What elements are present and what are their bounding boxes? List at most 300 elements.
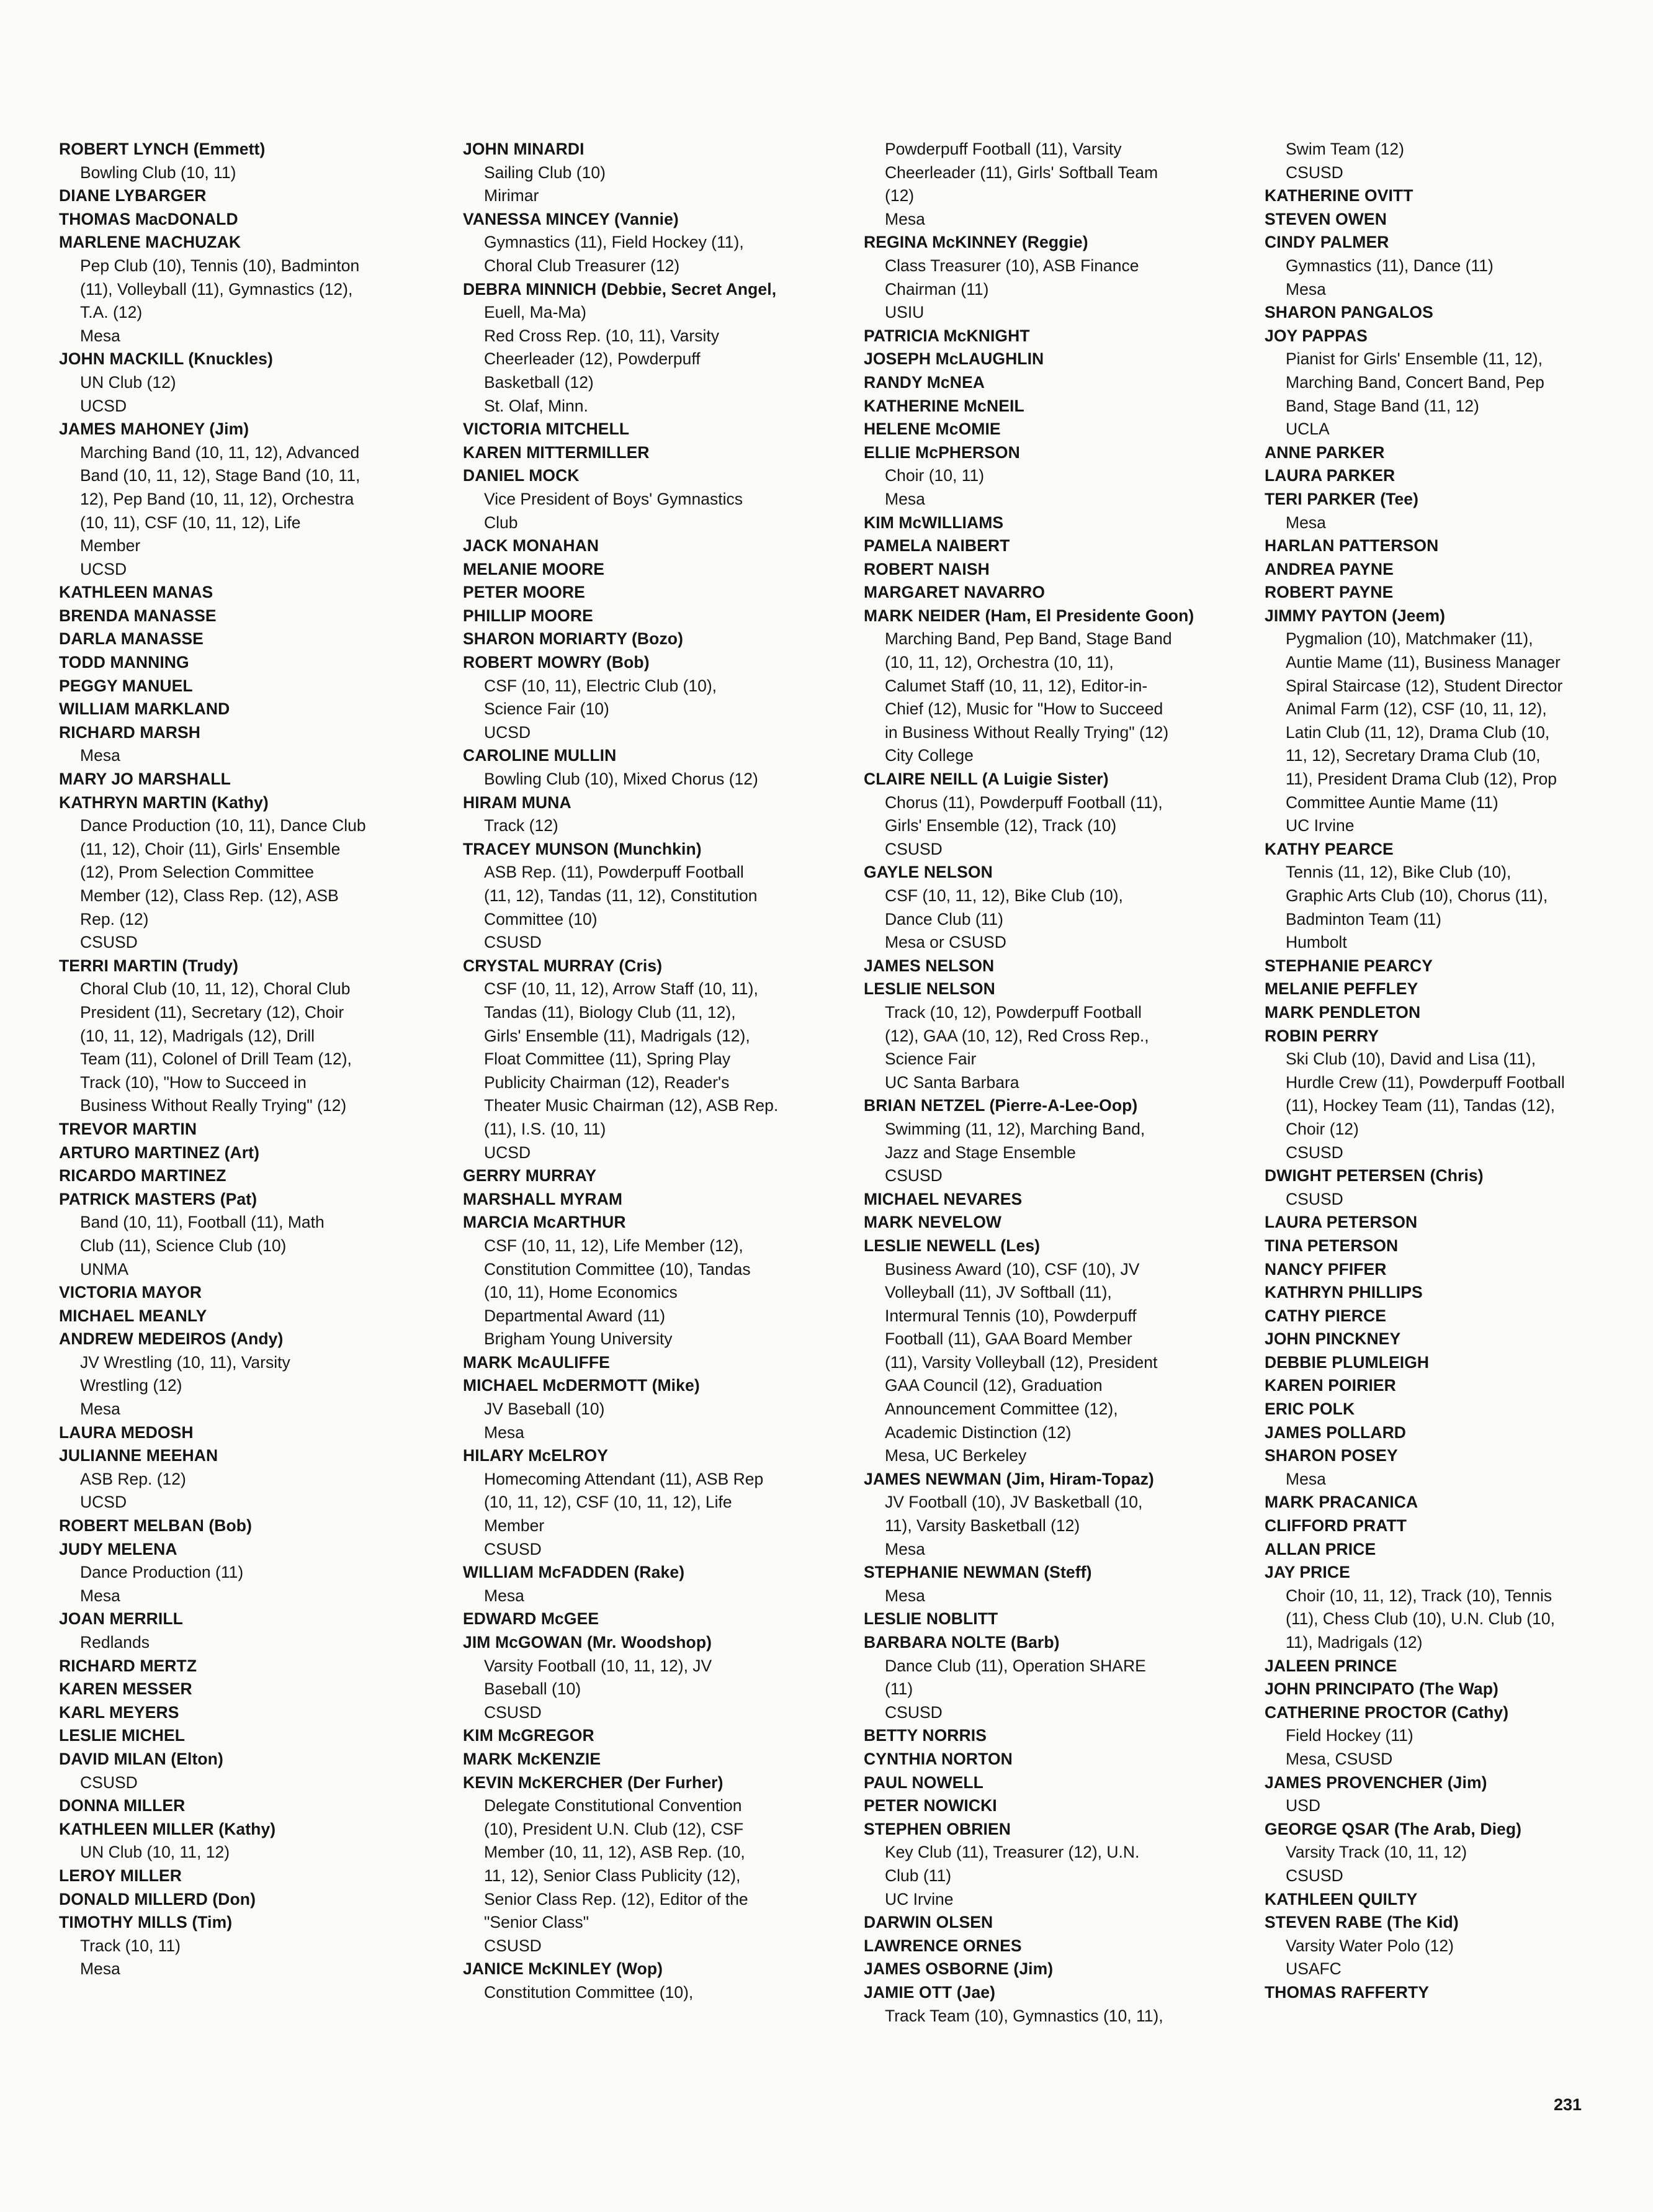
student-activity-line: Field Hockey (11) [1286,1726,1413,1745]
student-activity-line: Choir (10, 11) [885,466,985,485]
student-entry [59,1141,456,1165]
student-activity-line: JV Football (10), JV Basketball (10, [885,1493,1143,1512]
student-entry [1265,1001,1653,1025]
student-name: DANIEL MOCK [463,466,580,485]
student-activity-line: Chorus (11), Powderpuff Football (11), [885,793,1163,812]
student-entry [1265,231,1653,301]
student-name: JAMES OSBORNE (Jim) [864,1959,1054,1979]
student-name: ROBERT LYNCH (Emmett) [59,140,266,158]
student-activity-line: 11), Madrigals (12) [1286,1633,1423,1652]
student-name: BETTY NORRIS [864,1726,987,1745]
student-name: MICHAEL MEANLY [59,1306,207,1325]
student-entry [1265,1818,1653,1888]
student-entry [1265,1234,1653,1258]
student-entry [1265,1514,1653,1538]
student-activity-line: Choir (10, 11, 12), Track (10), Tennis [1286,1586,1552,1605]
student-name: KARL MEYERS [59,1702,179,1722]
student-activity-line: UN Club (10, 11, 12) [80,1843,230,1862]
student-name: MARGARET NAVARRO [864,583,1046,602]
student-activity-line: CSUSD [1286,1189,1343,1208]
student-entry [59,675,456,698]
student-activity-line: Publicity Chairman (12), Reader's [484,1072,730,1092]
student-activity-line: (11, 12), Tandas (11, 12), Constitution [484,886,758,905]
student-entry [463,1188,860,1212]
student-entry [463,955,860,1164]
student-name: JAMIE OTT (Jae) [864,1982,996,2002]
student-name: MICHAEL McDERMOTT (Mike) [463,1376,700,1395]
student-name: JANICE McKINLEY (Wop) [463,1959,663,1979]
student-entry [1265,534,1653,558]
student-name: RICARDO MARTINEZ [59,1166,226,1185]
student-entry [59,1164,456,1188]
directory-column-2 [463,138,860,2005]
student-entry [1265,208,1653,232]
student-entry [864,1561,1261,1607]
student-entry [463,138,860,208]
student-activity-line: CSUSD [484,1702,542,1722]
student-name: JAMES MAHONEY (Jim) [59,420,249,439]
student-activity-line: (12), GAA (10, 12), Red Cross Rep., [885,1026,1149,1045]
student-entry [864,1468,1261,1561]
student-activity-line: Member [80,536,141,555]
student-entry [59,1655,456,1678]
student-entry [864,511,1261,535]
student-activity-line: Track (10, 12), Powderpuff Football [885,1002,1142,1022]
student-activity-line: Team (11), Colonel of Drill Team (12), [80,1050,352,1069]
student-name: VANESSA MINCEY (Vannie) [463,209,679,228]
student-activity-line: Theater Music Chairman (12), ASB Rep. [484,1096,779,1115]
student-name: GEORGE QSAR (The Arab, Dieg) [1265,1819,1522,1838]
student-activity-line: City College [885,746,974,765]
student-activity-line: Cheerleader (12), Powderpuff [484,349,701,369]
student-entry [1265,325,1653,441]
student-name: HIRAM MUNA [463,793,571,812]
student-activity-line: Humbolt [1286,933,1347,952]
student-name: PAMELA NAIBERT [864,536,1010,555]
student-name: ROBERT PAYNE [1265,583,1394,602]
student-entry [463,1748,860,1771]
student-activity-line: (11), I.S. (10, 11) [484,1119,606,1138]
student-entry [463,605,860,628]
student-activity-line: Mesa [80,746,120,765]
student-name: ARTURO MARTINEZ (Art) [59,1143,259,1162]
student-activity-line: Delegate Constitutional Convention [484,1796,742,1815]
student-name: MELANIE MOORE [463,559,605,578]
student-entry [864,1935,1261,1958]
student-activity-line: President (11), Secretary (12), Choir [80,1002,344,1022]
student-activity-line: Brigham Young University [484,1329,673,1349]
student-name: LEROY MILLER [59,1866,182,1885]
student-entry [864,605,1261,768]
student-entry [1265,1305,1653,1328]
student-activity-line: ASB Rep. (12) [80,1469,186,1488]
student-activity-line: (11), Hockey Team (11), Tandas (12), [1286,1096,1556,1115]
student-activity-line: CSUSD [484,1539,542,1558]
student-activity-line: CSUSD [80,933,138,952]
student-activity-line: Mesa [484,1586,524,1605]
student-activity-line: 11), Varsity Basketball (12) [885,1516,1080,1535]
student-name: JAMES NELSON [864,956,995,975]
student-name: DIANE LYBARGER [59,186,207,205]
student-activity-line: (12), Prom Selection Committee [80,863,315,882]
student-activity-line: Mesa, UC Berkeley [885,1446,1027,1465]
student-name: KATHLEEN MANAS [59,583,213,602]
student-entry [463,791,860,838]
student-entry [864,1981,1261,2028]
student-activity-line: (12) [885,186,915,205]
student-activity-line: Rep. (12) [80,909,149,928]
student-entry [59,651,456,675]
student-activity-line: CSUSD [1286,1866,1343,1885]
student-name: PHILLIP MOORE [463,606,593,625]
student-activity-line: 11, 12), Senior Class Publicity (12), [484,1866,741,1885]
student-activity-line: JV Baseball (10) [484,1400,605,1419]
student-name: NANCY PFIFER [1265,1259,1387,1279]
student-name: JULIANNE MEEHAN [59,1446,218,1465]
student-name: RANDY McNEA [864,372,985,392]
student-entry [1265,1561,1653,1654]
student-entry [864,558,1261,582]
student-entry [864,371,1261,395]
student-name: KATHLEEN MILLER (Kathy) [59,1819,276,1838]
student-entry [1265,1281,1653,1305]
student-name: JAMES NEWMAN (Jim, Hiram-Topaz) [864,1469,1154,1488]
student-name: PETER NOWICKI [864,1796,997,1815]
student-name: JOAN MERRILL [59,1609,183,1629]
student-activity-line: Club [484,513,518,532]
student-activity-line: Member (12), Class Rep. (12), ASB [80,886,339,905]
student-activity-line: Mesa [885,489,925,508]
student-entry [59,1911,456,1981]
student-entry [463,558,860,582]
student-entry [864,1188,1261,1212]
student-entry [463,1771,860,1958]
student-activity-line: Track (12) [484,816,558,835]
student-name: MARK PENDLETON [1265,1002,1421,1022]
student-activity-line: UC Santa Barbara [885,1072,1019,1092]
student-entry [1265,1374,1653,1398]
student-entry [1265,1538,1653,1562]
student-activity-line: Wrestling (12) [80,1376,182,1395]
student-activity-line: (10, 11), CSF (10, 11, 12), Life [80,513,301,532]
student-entry [864,1748,1261,1771]
student-entry [463,1374,860,1444]
student-name: MICHAEL NEVARES [864,1189,1023,1208]
student-activity-line: Ski Club (10), David and Lisa (11), [1286,1050,1536,1069]
student-activity-line: Bowling Club (10), Mixed Chorus (12) [484,770,758,789]
student-activity-line: Girls' Ensemble (12), Track (10) [885,816,1117,835]
student-entry [1265,1771,1653,1818]
student-name: TIMOTHY MILLS (Tim) [59,1913,233,1932]
student-entry [1265,138,1653,184]
student-entry [864,325,1261,348]
student-entry [864,534,1261,558]
student-entry [864,418,1261,441]
student-activity-line: UCSD [484,1143,531,1162]
student-name: CLAIRE NEILL (A Luigie Sister) [864,770,1109,789]
student-activity-line: Choir (12) [1286,1119,1359,1138]
student-entry [463,1211,860,1351]
student-entry [1265,581,1653,605]
student-name: TINA PETERSON [1265,1236,1399,1255]
student-entry [864,1958,1261,1981]
student-entry [1265,1911,1653,1981]
student-activity-line: Member (10, 11, 12), ASB Rep. (10, [484,1843,745,1862]
student-entry [1265,301,1653,325]
student-name: KATHLEEN QUILTY [1265,1889,1418,1909]
student-entry [1265,1678,1653,1701]
student-activity-line: Spiral Staircase (12), Student Director [1286,676,1563,695]
student-entry [864,1724,1261,1748]
student-entry [864,348,1261,371]
student-entry [59,627,456,651]
student-entry [463,441,860,465]
student-activity-line: Animal Farm (12), CSF (10, 11, 12), [1286,699,1547,719]
student-activity-line: Tandas (11), Biology Club (11, 12), [484,1002,736,1022]
student-activity-line: UCSD [484,722,531,742]
student-activity-line: Chairman (11) [885,279,989,299]
student-entry [864,1771,1261,1795]
student-name: MARK NEVELOW [864,1213,1002,1232]
student-activity-line: Cheerleader (11), Girls' Softball Team [885,163,1158,182]
student-activity-line: Homecoming Attendant (11), ASB Rep [484,1469,764,1488]
student-name: JIM McGOWAN (Mr. Woodshop) [463,1633,712,1652]
student-activity-line: (10, 11, 12), Orchestra (10, 11), [885,653,1114,672]
student-name: MARK McAULIFFE [463,1352,610,1372]
student-name: MARK McKENZIE [463,1749,601,1768]
student-entry [463,838,860,955]
student-name: MARY JO MARSHALL [59,770,231,789]
student-entry [463,651,860,744]
student-entry [1265,441,1653,465]
student-activity-line: Dance Production (10, 11), Dance Club [80,816,366,835]
student-activity-line: Track (10), "How to Succeed in [80,1072,307,1092]
student-activity-line: UC Irvine [885,1889,954,1909]
student-activity-line: UCSD [80,1493,127,1512]
student-activity-line: in Business Without Really Trying" (12) [885,722,1169,742]
student-activity-line: Constitution Committee (10), [484,1982,694,2002]
student-entry [463,208,860,278]
student-entry [59,605,456,628]
student-entry [1265,488,1653,534]
student-activity-line: Chief (12), Music for "How to Succeed [885,699,1163,719]
student-activity-line: Pep Club (10), Tennis (10), Badminton [80,256,360,275]
student-name: TERRI MARTIN (Trudy) [59,956,239,975]
student-name: KEVIN McKERCHER (Der Furher) [463,1773,723,1792]
student-entry [864,231,1261,324]
student-activity-line: Varsity Track (10, 11, 12) [1286,1843,1467,1862]
page-number: 231 [1554,2095,1582,2114]
student-entry [463,1351,860,1375]
directory-column-1 [59,138,456,1981]
student-entry [1265,978,1653,1001]
student-name: JAY PRICE [1265,1563,1350,1582]
student-activity-line: Marching Band (10, 11, 12), Advanced [80,443,360,462]
student-activity-line: Committee Auntie Mame (11) [1286,793,1498,812]
student-activity-line: UC Irvine [1286,816,1355,835]
student-entry [1265,1164,1653,1211]
student-name: ROBERT MOWRY (Bob) [463,653,650,672]
student-name: PEGGY MANUEL [59,676,193,695]
student-activity-line: Marching Band, Pep Band, Stage Band [885,629,1172,649]
student-name: JOHN MINARDI [463,140,585,158]
student-name: PETER MOORE [463,583,585,602]
student-activity-line: USIU [885,303,925,322]
student-entry [1265,1351,1653,1375]
student-name: JIMMY PAYTON (Jeem) [1265,606,1446,625]
student-entry [463,1631,860,1724]
student-activity-line: Intermural Tennis (10), Powderpuff [885,1306,1137,1325]
student-entry [463,1444,860,1561]
student-entry [59,1678,456,1701]
student-name: KATHERINE OVITT [1265,186,1413,205]
student-name: LAURA MEDOSH [59,1423,194,1442]
student-activity-line: Redlands [80,1633,150,1652]
student-entry [59,1794,456,1818]
student-entry [1265,605,1653,838]
student-name: HARLAN PATTERSON [1265,536,1439,555]
student-activity-line: Mesa, CSUSD [1286,1749,1393,1768]
student-name: LAWRENCE ORNES [864,1936,1022,1955]
student-entry [1265,558,1653,582]
student-activity-line: Choral Club (10, 11, 12), Choral Club [80,979,351,999]
student-activity-line: UCSD [80,559,127,578]
student-entry [1265,955,1653,978]
student-activity-line: Red Cross Rep. (10, 11), Varsity [484,326,719,345]
student-entry [463,1958,860,2004]
student-name: BRIAN NETZEL (Pierre-A-Lee-Oop) [864,1096,1138,1115]
student-name: JALEEN PRINCE [1265,1656,1397,1675]
student-activity-line: Mesa [1286,279,1326,299]
student-entry [59,1818,456,1864]
student-activity-line: 12), Pep Band (10, 11, 12), Orchestra [80,489,354,508]
student-entry [1265,464,1653,488]
student-name: LAURA PETERSON [1265,1213,1418,1232]
student-activity-line: Mesa [885,209,925,228]
student-activity-line: Euell, Ma-Ma) [484,303,586,322]
student-activity-line: UNMA [80,1259,129,1279]
student-entry [59,698,456,721]
student-activity-line: Academic Distinction (12) [885,1423,1072,1442]
student-name: CRYSTAL MURRAY (Cris) [463,956,663,975]
student-activity-line: 11), President Drama Club (12), Prop [1286,770,1557,789]
student-activity-line: Swim Team (12) [1286,140,1404,158]
student-activity-line: Graphic Arts Club (10), Chorus (11), [1286,886,1548,905]
student-name: HILARY McELROY [463,1446,609,1465]
student-activity-line: Science Fair [885,1050,977,1069]
student-name: JOHN MACKILL (Knuckles) [59,349,273,369]
student-entry [463,534,860,558]
student-activity-line: Mesa [80,1586,120,1605]
student-name: PATRICIA McKNIGHT [864,326,1030,345]
student-activity-line: Varsity Water Polo (12) [1286,1936,1454,1955]
student-name: MARLENE MACHUZAK [59,233,241,252]
student-activity-line: CSF (10, 11), Electric Club (10), [484,676,717,695]
student-activity-line: CSF (10, 11, 12), Bike Club (10), [885,886,1123,905]
student-activity-line: JV Wrestling (10, 11), Varsity [80,1352,290,1372]
student-name: STEPHANIE PEARCY [1265,956,1433,975]
student-activity-line: CSUSD [1286,163,1343,182]
student-name: STEPHEN OBRIEN [864,1819,1011,1838]
student-name: SHARON PANGALOS [1265,303,1433,322]
student-name: PAUL NOWELL [864,1773,983,1792]
student-name: DARWIN OLSEN [864,1913,993,1932]
student-activity-line: Mesa [1286,1469,1326,1488]
student-activity-line: (11, 12), Choir (11), Girls' Ensemble [80,839,341,858]
student-name: JACK MONAHAN [463,536,599,555]
student-entry [864,978,1261,1094]
student-entry [463,581,860,605]
student-activity-line: CSF (10, 11, 12), Life Member (12), [484,1236,743,1255]
student-name: KATHRYN MARTIN (Kathy) [59,793,269,812]
student-activity-line: (11), Volleyball (11), Gymnastics (12), [80,279,353,299]
student-name: MARCIA McARTHUR [463,1213,626,1232]
student-activity-line: UN Club (12) [80,372,176,392]
student-activity-line: T.A. (12) [80,303,143,322]
student-activity-line: Latin Club (11, 12), Drama Club (10, [1286,722,1550,742]
student-name: DEBRA MINNICH (Debbie, Secret Angel, [463,279,777,299]
student-activity-line: GAA Council (12), Graduation [885,1376,1103,1395]
student-activity-line: Constitution Committee (10), Tandas [484,1259,751,1279]
student-name: LAURA PARKER [1265,466,1395,485]
directory-column-4 [1265,138,1653,2005]
student-activity-line: (11) [885,1679,913,1699]
student-name: HELENE McOMIE [864,420,1001,439]
student-name: CATHERINE PROCTOR (Cathy) [1265,1702,1509,1722]
student-entry [1265,1491,1653,1514]
student-activity-line: CSUSD [885,1702,943,1722]
student-activity-line: Dance Production (11) [80,1563,244,1582]
student-activity-line: "Senior Class" [484,1913,589,1932]
student-activity-line: Mesa [885,1586,925,1605]
student-activity-line: Mesa [885,1539,925,1558]
student-activity-line: Science Fair (10) [484,699,609,719]
student-name: MARSHALL MYRAM [463,1189,623,1208]
student-name: ERIC POLK [1265,1400,1355,1419]
student-name: STEPHANIE NEWMAN (Steff) [864,1563,1092,1582]
student-entry [1265,1398,1653,1421]
student-name: JUDY MELENA [59,1539,177,1558]
student-name: ROBERT MELBAN (Bob) [59,1516,253,1535]
student-name: DARLA MANASSE [59,629,204,649]
student-name: LESLIE MICHEL [59,1726,186,1745]
student-activity-line: Float Committee (11), Spring Play [484,1050,731,1069]
student-activity-line: CSUSD [484,933,542,952]
student-activity-line: Pianist for Girls' Ensemble (11, 12), [1286,349,1543,369]
student-entry [463,1607,860,1631]
student-activity-line: Club (11) [885,1866,952,1885]
student-activity-line: Band (10, 11, 12), Stage Band (10, 11, [80,466,361,485]
student-name: SHARON MORIARTY (Bozo) [463,629,684,649]
student-entry [59,768,456,791]
student-name: JOHN PINCKNEY [1265,1329,1401,1349]
student-entry [59,721,456,768]
student-activity-line: Varsity Football (10, 11, 12), JV [484,1656,712,1675]
student-activity-line: Key Club (11), Treasurer (12), U.N. [885,1843,1140,1862]
student-entry [59,184,456,208]
student-activity-line: Basketball (12) [484,372,594,392]
student-activity-line: Pygmalion (10), Matchmaker (11), [1286,629,1533,649]
student-entry [59,1118,456,1141]
student-activity-line: Hurdle Crew (11), Powderpuff Football [1286,1072,1565,1092]
student-entry [1265,1258,1653,1282]
student-entry [1265,1701,1653,1771]
student-activity-line: Mesa or CSUSD [885,933,1006,952]
student-name: ROBERT NAISH [864,559,990,578]
student-activity-line: St. Olaf, Minn. [484,396,588,415]
student-activity-line: (11), Chess Club (10), U.N. Club (10, [1286,1609,1555,1629]
student-name: ROBIN PERRY [1265,1026,1379,1045]
